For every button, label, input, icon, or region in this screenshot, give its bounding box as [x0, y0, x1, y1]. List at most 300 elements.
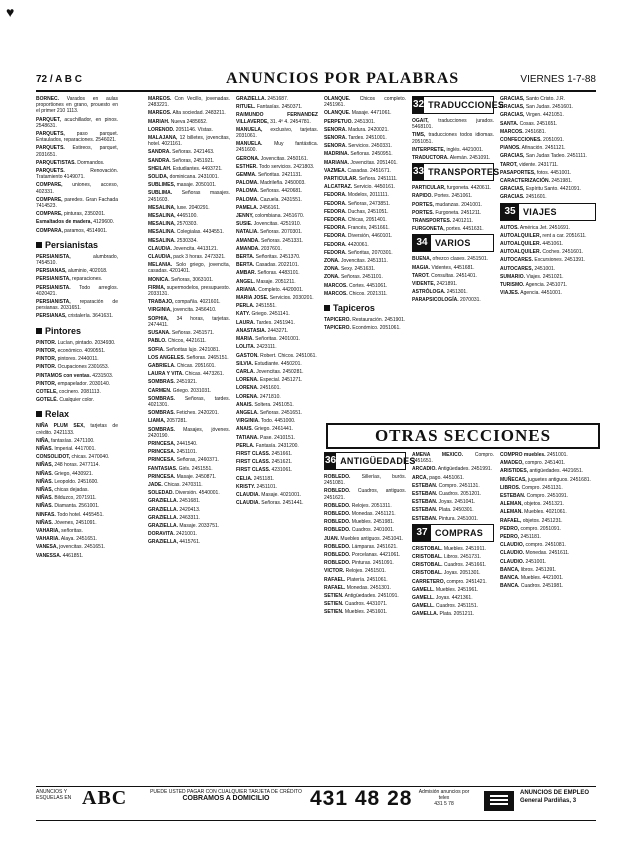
- classified-entry: TAROT, vidente. 2431711.: [500, 161, 559, 168]
- classified-entry: ROBLEDO. Cuadros, antiguos. 2451621.: [324, 488, 406, 501]
- classified-entry: ZONA. Sexy. 2451631.: [324, 266, 376, 273]
- classified-entry: ARCA, pago. 4451061.: [412, 474, 464, 481]
- classified-entry: ALEMAN. Muebles. 4021061.: [500, 509, 567, 516]
- column-8: [412, 452, 494, 782]
- footer-phone: 431 48 28: [310, 787, 413, 810]
- classified-entry: FEDORA. Diversión, 4460101.: [324, 233, 393, 240]
- classified-entry: TAPICERO. Restauración. 2451901.: [324, 317, 406, 324]
- classified-entry: BERTA. Señoritas. 2451370.: [236, 254, 301, 261]
- classified-entry: NIÑAS. Diamanta. 2561001.: [36, 503, 100, 510]
- classified-entry: AUTOALQUILER, rent a car. 2051611.: [500, 232, 587, 239]
- classified-entry: JADE. Chicas. 2470311.: [148, 481, 203, 488]
- classified-entry: COMPRO muebles. 2451001.: [500, 452, 568, 458]
- employment-address: General Pardiñas, 3: [520, 798, 577, 804]
- classified-entry: Esmaltados de madera, 4129600.: [36, 219, 115, 226]
- classified-entry: SOLEDAD. Diversión. 4540001.: [148, 490, 220, 497]
- classified-entry: VIRGINIA. Todo. 4451000.: [236, 418, 296, 425]
- classified-entry: LORENA. Especial. 2451271.: [236, 377, 303, 384]
- classified-entry: MADRINA. Señoras. 2450951.: [324, 151, 393, 158]
- classified-entry: CARRETERO, compro. 2451421.: [412, 578, 487, 585]
- classified-entry: MAREOS. Con Vecillo, jovenadas. 2483221.: [148, 96, 230, 109]
- payment-line: PUEDE USTED PAGAR CON CUALQUIER TARJETA DE CRÉDITO: [150, 789, 302, 795]
- section-number: 34: [413, 235, 431, 251]
- telex-machine-icon: [484, 791, 514, 811]
- classified-entry: RAIMUNDO FERNANDEZ VILLAVERDE, 31. 4º 4. 2454781.: [236, 112, 318, 125]
- classified-entry: AMANDA. Señoras. 2451331.: [236, 237, 304, 244]
- classified-entry: VIDENTE, 2421891.: [412, 281, 458, 288]
- classified-entry: NIÑAS, chicas dejadas.: [36, 486, 89, 493]
- classified-entry: LIBROS. Compro. 2451131.: [500, 484, 563, 491]
- classified-entry: PARAPSICOLOGÍA. 2070031.: [412, 297, 481, 304]
- classified-entry: PORTES, mudanzas. 2041001.: [412, 201, 483, 208]
- classified-entry: TAPICERO. Económico. 2051061.: [324, 325, 401, 332]
- classified-entry: RAPIDO. Portes. 2451061.: [412, 193, 473, 200]
- classified-entry: ROBLEDO. Muebles. 2451981.: [324, 519, 395, 526]
- classified-entry: JENNY, colombiana. 2451670.: [236, 213, 305, 220]
- classified-entry: LORENA. 2471810.: [236, 393, 281, 400]
- classified-entry: VANESA, jovencitas. 2451651.: [36, 544, 106, 551]
- classified-entry: CLAUDIO, compro. 2451081.: [500, 542, 566, 549]
- classified-entry: FEDORA. Señoras, 2473851.: [324, 200, 391, 207]
- classified-entry: GAMELL. Cuadros. 2451151.: [412, 603, 479, 610]
- home-collection-line: COBRAMOS A DOMICILIO: [182, 795, 270, 802]
- classified-entry: BANCA, libros. 2451391.: [500, 566, 557, 573]
- classified-entry: GRAZIELLA, 4415761.: [148, 539, 201, 546]
- classified-entry: GOTELÉ. Cualquier color.: [36, 397, 95, 404]
- classified-entry: KRISTY. 2451101.: [236, 483, 278, 490]
- telex-number: 431 5 78: [434, 801, 454, 807]
- bottom-rule: [36, 820, 596, 821]
- classified-entry: PARQUET, acuchillador, en pinos. 2548631.: [36, 116, 118, 129]
- corner-heart-icon: ♥: [6, 4, 15, 20]
- classified-entry: GRACIAS, Santo Cristo. J.R.: [500, 96, 566, 102]
- classified-entry: MARIANA. Jovencitas. 2051401.: [324, 159, 398, 166]
- classified-entry: PARQUETS. Estireos, parquet, 2031651.: [36, 145, 118, 158]
- classified-entry: RAFAEL. Monedas. 2451301.: [324, 584, 391, 591]
- classified-entry: GERONA. Jovencitas. 2450161.: [236, 155, 308, 162]
- classified-entry: FIRST CLASS. 2451621.: [236, 459, 293, 466]
- classified-entry: PABLO. Chicos, 4421611.: [148, 338, 207, 345]
- classified-entry: SHEILAH. Estudiantes. 4493721.: [148, 165, 223, 172]
- classified-entry: SOMBRAS. Masajes, jóvenes. 2420190.: [148, 426, 230, 439]
- classified-entry: SANDRA. Señoras. 2421463.: [148, 149, 215, 156]
- classified-entry: CRISTOBAL. Libros. 2451731.: [412, 554, 482, 561]
- classified-entry: SENORA. Madura. 2420021.: [324, 126, 389, 133]
- column-5: [412, 96, 505, 416]
- employment-title: ANUNCIOS DE EMPLEO: [520, 790, 590, 796]
- section-number: 35: [501, 204, 519, 220]
- classified-entry: FEDORA. Modelos, 2011111.: [324, 192, 389, 199]
- issue-date: VIERNES 1-7-88: [520, 74, 596, 85]
- classified-entry: PERSIANISTA. Todo arreglos. 4020421.: [36, 284, 118, 297]
- classified-entry: PEDRO, 2451181.: [500, 534, 542, 541]
- classified-entry: NIÑA, fantasías. 2471100.: [36, 437, 95, 444]
- classified-entry: MAGIA. Videntes, 4451681.: [412, 264, 475, 271]
- section-traducciones: [412, 96, 505, 114]
- classified-entry: AMADEO, compro. 2451401.: [500, 460, 566, 467]
- section-number: 33: [413, 164, 424, 180]
- classified-entry: MARIAH. Nueva 2485652.: [148, 118, 208, 125]
- classified-entry: SILVIA. Estudiante. 4450201.: [236, 360, 302, 367]
- classified-entry: COMPARA, paramos, 4514901.: [36, 227, 108, 234]
- classified-entry: MESALINA. 2530334.: [148, 237, 198, 244]
- list-col3: [236, 96, 318, 506]
- classified-entry: ESTEBAN. Cuadros. 2051201.: [412, 491, 482, 498]
- section-label: ANTIGÜEDADES: [340, 456, 416, 466]
- classified-entry: CLAUDIO. Monedas. 2451611.: [500, 550, 570, 557]
- column-3: [236, 96, 318, 786]
- classified-entry: PINTOR. Lucían, pintado. 2034930.: [36, 339, 116, 346]
- classified-entry: ZONA. Jovencitas. 2451311.: [324, 258, 388, 265]
- classified-entry: AUTOS. América Jet. 2451691.: [500, 224, 570, 231]
- list-col9: [500, 452, 596, 589]
- classified-entry: INTERPRETE, inglés. 4421001.: [412, 146, 484, 153]
- classified-entry: ASTRÓLOGA. 2451301.: [412, 289, 468, 296]
- classified-entry: MARIA JOSE. Servicios. 2030201.: [236, 295, 314, 302]
- classified-entry: CRISTOBAL. Muebles. 2451911.: [412, 545, 487, 552]
- classified-entry: AUTOALQUILER. Coches. 2451601.: [500, 249, 584, 256]
- classified-entry: PINTAMOS con ventas. 4231503.: [36, 372, 114, 379]
- footer-telex: [414, 789, 474, 807]
- classified-entry: CRISTOBAL. Joyas. 2051301.: [412, 570, 481, 577]
- classified-entry: ESTEBAN. Joyas. 2451041.: [412, 499, 476, 506]
- classified-entry: ROBLEDO. Cuadros. 2401001.: [324, 527, 395, 534]
- classified-entry: OLANQUE. Masaje. 4471061.: [324, 110, 392, 117]
- classified-entry: BANCA. Muebles. 4421001.: [500, 575, 564, 582]
- classified-entry: FEDORA. 4420061.: [324, 241, 369, 248]
- classified-entry: SOMBRAS. Señoras, tardes. 4021301.: [148, 395, 230, 408]
- classified-entry: PERSIANISTA, reparaciones.: [36, 276, 103, 283]
- classified-entry: TRADUCTORA. Alemán. 2451091.: [412, 155, 491, 162]
- classified-entry: GRACIAS, Virgen. 4421051.: [500, 112, 564, 119]
- classified-entry: TURISMO. Agencia. 2451071.: [500, 282, 568, 289]
- classified-entry: AMBAR. Señoras. 4483101.: [236, 270, 300, 277]
- classified-entry: SETIEN. Muebles. 2451601.: [324, 609, 388, 616]
- classified-entry: MESALINA. Colegialas. 4434551.: [148, 229, 224, 236]
- classified-entry: TAROT. Consultas. 2451401.: [412, 272, 477, 279]
- classified-entry: GRAZIELLA. 2420413.: [148, 506, 201, 513]
- classified-entry: MESALINA, 4465100.: [148, 213, 198, 220]
- footer-left-text: ANUNCIOS Y ESQUELAS EN: [36, 789, 72, 801]
- classified-entry: SOPHIA, 34 horas, tarjetas. 2474411.: [148, 315, 230, 328]
- list-transportes: [412, 185, 494, 232]
- list-col6: [500, 96, 596, 201]
- classified-entry: COMPARE, uniones, acceso, 402331.: [36, 182, 118, 195]
- classified-entry: GAMELL. Muebles. 2451961.: [412, 586, 479, 593]
- classified-entry: PINTOR, pintores. 2440011.: [36, 356, 99, 363]
- classified-entry: GRAZIELLA. 2451681.: [148, 498, 201, 505]
- section-transportes: [412, 163, 500, 181]
- classified-entry: OLANQUE. Chicos completo. 2451961.: [324, 96, 406, 109]
- classified-entry: ZONA. Señoras. 2451101.: [324, 274, 383, 281]
- footer-employment-info: [520, 789, 596, 805]
- column-7: [324, 452, 416, 782]
- classified-entry: SOFIA. Señoritas lujo. 2421081.: [148, 346, 220, 353]
- classified-entry: NIÑAS. Jóvenes, 2451091.: [36, 519, 97, 526]
- classified-entry: MARIA. Señoritas. 2401001.: [236, 336, 300, 343]
- list-viajes: [500, 225, 596, 297]
- classified-entry: VAHARIA, señoritas.: [36, 527, 83, 534]
- classified-entry: MUÑECAS, juguetes antiguos. 2451681.: [500, 476, 591, 483]
- list-traducciones: [412, 118, 494, 161]
- classified-entry: AUTOALQUILER. 4451061.: [500, 241, 564, 248]
- classified-entry: LAURA Y VITA. Chicas. 4473261.: [148, 371, 224, 378]
- classified-entry: VIAJES. Agencia. 4451001.: [500, 290, 563, 297]
- classified-entry: NIÑAS. Bilduzco, 2071911.: [36, 495, 97, 502]
- classified-entry: FEDORA. Duchas, 2451051.: [324, 208, 389, 215]
- classified-entry: ROBLEDO. Porcelanas. 4421061.: [324, 552, 401, 559]
- section-label: VIAJES: [523, 206, 557, 217]
- classified-entry: MONICA. Señoras, 3063101.: [148, 276, 214, 283]
- classified-entry: LOS ANGELES. Señoras. 2465151.: [148, 354, 229, 361]
- classified-entry: PRINCESA. Masaje. 2450871.: [148, 473, 217, 480]
- classified-entry: AUTOCARES. Excursiones. 2451391.: [500, 257, 586, 264]
- classified-entry: PINTOR, empapelador. 2030140.: [36, 380, 111, 387]
- classified-entry: PERSIANAS, aluminio, 402018.: [36, 268, 108, 275]
- section-number: 32: [413, 97, 424, 113]
- column-6: [500, 96, 596, 416]
- classified-entry: CLAUDIA, pack 3 horas. 2473321.: [148, 254, 226, 261]
- list-col2: [148, 96, 230, 546]
- classified-entry: NINFAS. Todo hotel. 4455451.: [36, 511, 104, 518]
- page-header: [36, 70, 596, 92]
- classified-entry: SUBLIMA. Señoras masajes. 2451603.: [148, 190, 230, 203]
- classified-entry: ROBLEDO. Pinturas. 2451091.: [324, 560, 394, 567]
- classified-entry: DORAVITA. 2421001.: [148, 531, 198, 538]
- abc-logo: ABC: [82, 787, 128, 809]
- classified-entry: COMPARE, paredes. Gran Fachada 7414523.: [36, 196, 118, 210]
- classified-entry: SOMBRAS. 2451921.: [148, 379, 198, 386]
- section-number: 36: [325, 453, 336, 469]
- classified-entry: MESALINA, 2570303.: [148, 221, 198, 228]
- classified-entry: ANGELA. Señoras. 2451651.: [236, 409, 303, 416]
- classified-entry: PINTOR. Ocupaciones 2301653.: [36, 364, 110, 371]
- classified-entry: MELANIA. Solo griego, jovencita, casadas. 4201401.: [148, 262, 230, 275]
- column-9: [500, 452, 596, 782]
- classified-entry: GRACIAS. 2451601.: [500, 194, 547, 201]
- classified-entry: MANUELA, exclusivo, tarjetas. 2031061.: [236, 126, 318, 140]
- classified-entry: PRINCESA. Señoras, 2460371.: [148, 457, 219, 464]
- classified-entry: PAMELA. 2456161.: [236, 204, 281, 211]
- classified-entry: NIÑA PLUM SEX, tarjetas de crédito. 2421133.: [36, 423, 118, 436]
- classified-entry: TRABAJO, compañía. 4021601.: [148, 299, 221, 306]
- classified-entry: SUSANA. Señoras. 2451571.: [148, 330, 215, 337]
- classified-entry: ANGEL. Masaje. 2051211.: [236, 278, 296, 285]
- classified-entry: ANAIS. Soltera. 2451051.: [236, 401, 294, 408]
- classified-entry: PRINCESA. 2451101.: [148, 449, 198, 456]
- classified-entry: SUBLIMES, masaje. 2050101.: [148, 182, 217, 189]
- classified-entry: LORENA. 2451601.: [236, 385, 281, 392]
- classified-entry: PASAPORTES, fotos. 4451001.: [500, 169, 572, 176]
- classified-entry: ESTEBAN. Compro. 2451131.: [412, 482, 480, 489]
- classified-entry: CLAUDIA. Jovencita. 4413121.: [148, 245, 219, 252]
- classified-entry: CLAUDIA. Señoras. 2451441.: [236, 500, 304, 507]
- classified-entry: PEDRO, compro. 2051091.: [500, 525, 561, 532]
- classified-entry: FEDORA. Señoritas, 2070301.: [324, 249, 393, 256]
- section-tapiceros: Tapiceros: [324, 303, 406, 313]
- classified-entry: ANAIS. Griego. 2461441.: [236, 426, 293, 433]
- classified-entry: MAREOS. Alta sociedad. 2483211.: [148, 110, 226, 117]
- classified-entry: RAFAEL. Platería. 2451061.: [324, 576, 388, 583]
- classified-entry: SOLIDA, dominicana. 2431001.: [148, 174, 219, 181]
- section-relax: Relax: [36, 409, 118, 419]
- classified-entry: JUAN. Muebles antiguos. 2451041.: [324, 535, 404, 542]
- classified-entry: PERLA. Fantasía. 2431200.: [236, 442, 299, 449]
- column-1: [36, 96, 118, 786]
- classified-entry: NIÑAS. Imperial. 4417001.: [36, 445, 96, 452]
- section-viajes: [500, 203, 596, 221]
- classified-entry: SANDRA. Señoras, 2451921.: [148, 157, 215, 164]
- classified-entry: GAMELLA. Plata. 2051211.: [412, 611, 475, 618]
- list-pintores: [36, 340, 118, 404]
- classified-entry: PARTICULAR, furgoneta. 4420611.: [412, 185, 492, 192]
- classified-entry: OGAIT, traducciones jurados. 5468101.: [412, 118, 494, 131]
- classified-entry: PARQUETISTAS. Dormandos.: [36, 159, 105, 166]
- classified-entry: PERPETUO. 2451301.: [324, 118, 376, 125]
- classified-entry: LIAMA, 2057281.: [148, 418, 188, 425]
- list-compras: [412, 546, 494, 618]
- classified-entry: ROBLEDO. Monedas. 2451121.: [324, 511, 396, 518]
- classified-entry: NIÑAS. Leopoldo. 2451600.: [36, 478, 99, 485]
- classified-entry: ARCADIO. Antigüedades. 2451991.: [412, 466, 493, 473]
- section-pintores: Pintores: [36, 326, 118, 336]
- classified-entry: LAURA. Tardes. 2451941.: [236, 319, 295, 326]
- classified-entry: ROBLEDO. Lámparas. 2451621.: [324, 543, 398, 550]
- column-4: [324, 96, 406, 416]
- classified-entry: VIRGINIA, jovencita. 2456410.: [148, 307, 217, 314]
- section-persianas: Persianistas: [36, 240, 118, 250]
- classified-entry: PALOMA. Cazuela. 2431551.: [236, 196, 303, 203]
- classified-entry: FANTASIAS. Girls. 2451551.: [148, 465, 213, 472]
- list-col8: [412, 452, 494, 522]
- page-number: 72 / A B C: [36, 74, 82, 85]
- classified-entry: NIÑAS, 248 horas. 2477114.: [36, 462, 100, 469]
- classified-entry: CARLA. Jovencitas. 2450281.: [236, 368, 304, 375]
- column-2: [148, 96, 230, 786]
- classified-entry: CONFECCIONES. 2051091.: [500, 137, 564, 144]
- classified-entry: PRINCESA, 2441540.: [148, 440, 198, 447]
- classified-entry: MARCOS. Chicos. 2021311.: [324, 290, 388, 297]
- classified-entry: COMPARE, pinturas, 2350201.: [36, 211, 106, 218]
- classified-entry: VICTOR. Relojes. 2451501.: [324, 568, 386, 575]
- classified-entry: PIANOS. Afinación. 2451121.: [500, 145, 566, 152]
- classified-entry: ANASTASIA. 2443271.: [236, 327, 289, 334]
- classified-entry: SETIEN. Antigüedades. 2451091.: [324, 593, 399, 600]
- classified-entry: MALAJANA, 12 billetes, jovencitas, hotel. 4021161.: [148, 135, 230, 148]
- classified-entry: FEDORA. Francés, 2451661.: [324, 225, 390, 232]
- classified-entry: GRACIAS, San Judas. 2451601.: [500, 104, 574, 111]
- classified-entry: ALEMAN, objetos. 2451321.: [500, 501, 564, 508]
- classified-entry: VAZMEA. Casadas. 2451671.: [324, 167, 391, 174]
- classified-entry: AUTOCARES, 2451001.: [500, 265, 556, 272]
- section-compras: [412, 524, 494, 542]
- classified-entry: PALOMA. Señoras. 4420681.: [236, 188, 303, 195]
- classified-entry: BANCA. Cuadros. 2451981.: [500, 583, 564, 590]
- classified-entry: CARACTERIZACIÓN. 2451981.: [500, 178, 573, 185]
- classified-entry: GRACIAS, San Judas Tadeo. 2451111.: [500, 153, 587, 160]
- classified-entry: MARCOS. 2451681.: [500, 128, 546, 135]
- list-tapiceros: [324, 317, 406, 331]
- footer-payment-info: [146, 789, 306, 802]
- section-label: TRADUCCIONES: [428, 100, 505, 110]
- classified-entry: FIRMA, supermodelos, presupuesto. 2033131.: [148, 284, 230, 298]
- classified-entry: PINTOR, económico. 4090551.: [36, 347, 106, 354]
- section-antiguedades: [324, 452, 416, 470]
- classified-entry: TATIANA. Pase. 2410151.: [236, 434, 296, 441]
- classified-entry: AMENA MEXICO. Compro. 2451651.: [412, 452, 494, 465]
- classified-entry: FIRST CLASS. 2451661.: [236, 450, 293, 457]
- classified-entry: GRAZIELLA. 2463311.: [148, 514, 200, 521]
- classified-entry: CRISTOBAL. Cuadros. 2451661.: [412, 562, 487, 569]
- classified-entry: BORNEC. Varados en aulas proportiones en grano, prouesto en el primer 210 1113.: [36, 96, 118, 115]
- classified-entry: TRANSPORTES. 2401211.: [412, 218, 474, 225]
- classified-entry: PERSIANISTA, alumbrado, 7454510.: [36, 253, 118, 267]
- list-varios: [412, 256, 494, 303]
- classified-entry: CONSOLIDOT, chicas. 2470040.: [36, 454, 110, 461]
- classified-entry: VAHARIA. Alaya. 2451651.: [36, 536, 98, 543]
- list-col4: [324, 96, 406, 297]
- section-label: COMPRAS: [435, 527, 484, 538]
- list-top: [36, 96, 118, 234]
- list-persianas: [36, 254, 118, 320]
- classified-entry: CLAUDIO. 2451001.: [500, 558, 547, 565]
- classified-entry: VANESSA. 4461851.: [36, 552, 84, 559]
- classified-entry: RAFAEL, objetos. 2451231.: [500, 517, 563, 524]
- classified-entry: PERSIANAS, cristalería. 3641631.: [36, 313, 114, 320]
- classified-entry: PERSIANISTA, reparación de persianas. 2031651.: [36, 299, 118, 312]
- classified-entry: ALCATRAZ. Servicio. 4450161.: [324, 184, 396, 191]
- otras-secciones-banner: OTRAS SECCIONES: [326, 423, 600, 449]
- classified-entry: SENORA. Tardes. 2451001.: [324, 135, 387, 142]
- classified-entry: NIÑAS. Griego, 4430921.: [36, 470, 93, 477]
- classified-entry: GRAZIELLA. 2451687.: [236, 96, 289, 102]
- classified-entry: BUENA, ofrezco clases. 2451501.: [412, 256, 489, 263]
- classified-entry: ESTEBAN. Pintura. 2451001.: [412, 515, 479, 522]
- classified-entry: SENORA. Servicios. 2450331.: [324, 143, 393, 150]
- section-label: VARIOS: [435, 238, 471, 249]
- list-relax: [36, 423, 118, 558]
- classified-entry: SANTA. Cosas. 2451651.: [500, 120, 558, 127]
- classified-entry: CLAUDIA. Masaje. 4021001.: [236, 491, 302, 498]
- classified-entry: MANUELA. Muy fantástica. 2451600.: [236, 141, 318, 154]
- classified-entry: ARISTIDES, antigüedades. 4421651.: [500, 468, 584, 475]
- classified-entry: ARIANA. Completo. 4420001.: [236, 286, 304, 293]
- classified-entry: PALOMA. Madrileña. 2450003.: [236, 180, 306, 187]
- classified-entry: MARCOS. Cortes. 4451061.: [324, 282, 388, 289]
- classified-entry: MESALINA, luxe. 2040291.: [148, 204, 210, 211]
- classified-entry: SETIEN. Cuadros. 4431071.: [324, 601, 388, 608]
- telex-label: Admisión anuncios por telex: [418, 789, 470, 801]
- classified-entry: GABRIELA. Chicas. 2051601.: [148, 362, 216, 369]
- classified-entry: CARMEN. Griego. 2031031.: [148, 387, 212, 394]
- classified-entry: PARQUETS. Renovación. Tratamiento 4149071.: [36, 168, 118, 181]
- classified-entry: ESTHER. Todo servicios. 2421803.: [236, 163, 315, 170]
- classified-entry: ROBLEDO. Sillerías, burós. 2451081.: [324, 474, 406, 487]
- classified-entry: GEMMA. Señoritas. 2421131.: [236, 172, 303, 179]
- classified-entry: SOMBRAS. Fetiches. 2420201.: [148, 410, 219, 417]
- classified-entry: GRACIAS, Espíritu Santo. 4421091.: [500, 186, 581, 193]
- classified-entry: GRAZIELLA. Masaje. 2033751.: [148, 522, 220, 529]
- classified-entry: COTELE, cocinero. 2081113.: [36, 388, 101, 395]
- classified-entry: GAMELL. Joyas. 4421361.: [412, 595, 473, 602]
- classified-entry: TIMS, traducciones todos idiomas. 2051051.: [412, 132, 494, 145]
- classified-entry: RITUEL. Fantasías. 2450371.: [236, 104, 303, 111]
- page-title: ANUNCIOS POR PALABRAS: [226, 70, 460, 87]
- section-number: 37: [413, 525, 431, 541]
- classified-entry: FEDORA. Chicas, 2051401.: [324, 217, 387, 224]
- list-antiguedades: [324, 474, 406, 616]
- classified-entry: AMANDA. 2037601.: [236, 245, 282, 252]
